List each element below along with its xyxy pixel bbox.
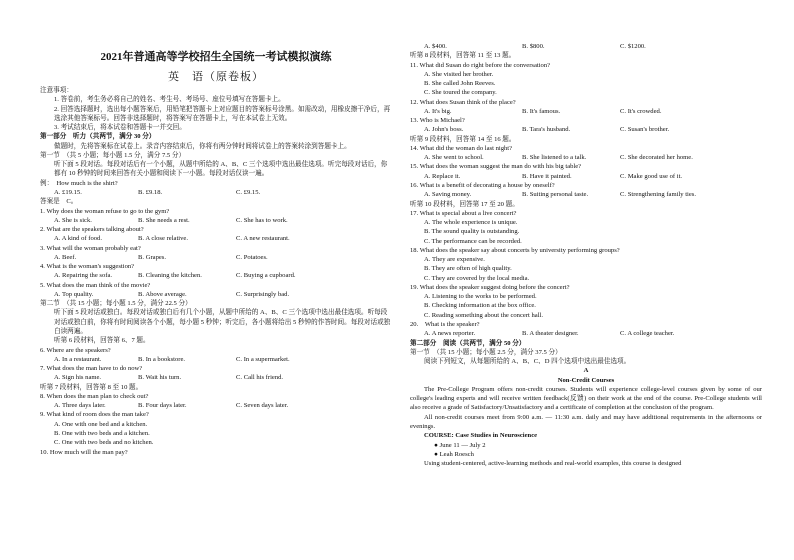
text-line: 2. What are the speakers talking about? bbox=[40, 226, 144, 234]
text-line: 11. What did Susan do right before the conversation? bbox=[410, 61, 551, 69]
text-line: A. She visited her brother. bbox=[424, 70, 494, 78]
text-line: 20. What is the speaker? bbox=[410, 320, 480, 328]
section-heading: Non-Credit Courses bbox=[557, 376, 615, 384]
text-line: 13. Who is Michael? bbox=[410, 117, 465, 125]
text-line: 第二节 （共 15 小题；每小题 1.5 分，满分 22.5 分） bbox=[40, 300, 192, 308]
text-line: 做题时，先将答案标在试卷上。录音内容结束后，你将有两分钟时间将试卷上的答案转涂到答题卡上。 bbox=[54, 142, 351, 150]
text-line: 2. 回答选择题时，选出每小题答案后，用铅笔把答题卡上对应题目的答案标号涂黑。如需改动，用橡皮擦干净后，再选涂其他答案标号。回答非选择题时，将答案写在答题卡上，写在本试卷上无效。 bbox=[54, 105, 391, 122]
option-b: B. Wait his turn. bbox=[138, 374, 182, 382]
text-line: 1. 答卷前，考生务必将自己的姓名、考生号、考场号、座位号填写在答题卡上。 bbox=[54, 96, 285, 104]
option-c: C. Strengthening family ties. bbox=[620, 191, 697, 199]
text-line: B. Checking information at the box office. bbox=[424, 302, 536, 310]
answer-options bbox=[410, 190, 762, 199]
text-line: 第一节 （共 15 小题；每小题 2.5 分，满分 37.5 分） bbox=[410, 348, 562, 356]
answer-options bbox=[410, 329, 762, 338]
text-line: ● Leah Roesch bbox=[434, 450, 474, 458]
text-line: B. She called John Reeves. bbox=[424, 80, 496, 88]
option-a: A. Sign his name. bbox=[54, 374, 102, 382]
option-a: A. A news reporter. bbox=[424, 330, 476, 338]
option-b: B. Grapes. bbox=[138, 253, 167, 261]
option-b: B. Suiting personal taste. bbox=[522, 191, 589, 199]
text-line: ● June 11 — July 2 bbox=[434, 441, 486, 449]
text-line: 听第 7 段材料，回答第 8 至 10 题。 bbox=[40, 383, 143, 391]
text-line: 18. What does the speaker say about concerts by university performing groups? bbox=[410, 246, 620, 254]
text-line: 19. What does the speaker suggest doing before the concert? bbox=[410, 283, 570, 291]
option-c: C. In a supermarket. bbox=[236, 355, 290, 363]
text-line: 1. Why does the woman refuse to go to the gym? bbox=[40, 207, 170, 215]
text-line: 14. What did the woman do last night? bbox=[410, 144, 513, 152]
text-line: C. Reading something about the concert hall. bbox=[424, 311, 544, 319]
option-a: A. £19.15. bbox=[54, 189, 82, 197]
answer-options bbox=[40, 188, 392, 197]
option-a: A. In a restaurant. bbox=[54, 355, 102, 363]
section-heading: 第一部分 听力（共两节，满分 30 分） bbox=[40, 133, 156, 141]
text-line: 听下面 5 段对话。每段对话后有一个小题，从题中所给的 A、B、C 三个选项中选出最佳选项。听完每段对话后，你都有 10 秒钟的时间来回答有关小题和阅读下一小题。每段对话仅读一遍。 bbox=[54, 161, 388, 178]
text-line: 16. What is a benefit of decorating a house by oneself? bbox=[410, 181, 555, 189]
option-a: A. It's big. bbox=[424, 107, 452, 115]
option-a: A. She is sick. bbox=[54, 216, 92, 224]
option-a: A. Three days later. bbox=[54, 402, 106, 410]
option-b: B. Cleaning the kitchen. bbox=[138, 272, 202, 280]
text-line: 17. What is special about a live concert? bbox=[410, 209, 517, 217]
option-c: C. Buying a cupboard. bbox=[236, 272, 296, 280]
answer-options bbox=[40, 373, 392, 382]
text-line: 3. 考试结束后，将本试卷和答题卡一并交回。 bbox=[54, 124, 186, 132]
option-b: B. Four days later. bbox=[138, 402, 187, 410]
answer-options bbox=[410, 153, 762, 162]
answer-options bbox=[40, 271, 392, 280]
answer-options bbox=[40, 401, 392, 410]
text-line: 听第 6 段材料，回答第 6、7 题。 bbox=[54, 337, 150, 345]
text-line: 听第 10 段材料，回答第 17 至 20 题。 bbox=[410, 200, 519, 208]
text-line: B. The sound quality is outstanding. bbox=[424, 228, 520, 236]
option-b: B. A theater designer. bbox=[522, 330, 579, 338]
text-line: 听第 9 段材料，回答第 14 至 16 题。 bbox=[410, 135, 516, 143]
option-c: C. It's crowded. bbox=[620, 107, 662, 115]
text-line: C. The performance can be recorded. bbox=[424, 237, 522, 245]
option-a: A. $400. bbox=[424, 43, 447, 50]
text-line: 12. What does Susan think of the place? bbox=[410, 98, 516, 106]
option-a: A. Replace it. bbox=[424, 172, 461, 180]
passage-paragraph: The Pre-College Program offers non-credit courses. Students will experience college-level courses given by some of our college's leading experts and will receive written feedback(反馈) on their work at the end of the course. Pre-College students will also receive a grade of Satisfactory/Unsatisfactory and a certificate of completion at the conclusion of the program. bbox=[410, 385, 762, 412]
answer-options bbox=[410, 172, 762, 181]
text-line: 答案是 C。 bbox=[40, 198, 78, 206]
text-line: 10. How much will the man pay? bbox=[40, 448, 128, 456]
answer-options bbox=[40, 355, 392, 364]
option-c: C. $1200. bbox=[620, 43, 646, 50]
section-heading: 第二部分 阅读（共两节，满分 50 分） bbox=[410, 339, 526, 347]
answer-options bbox=[410, 42, 762, 51]
option-b: B. $800. bbox=[522, 43, 545, 50]
option-b: B. She needs a rest. bbox=[138, 216, 190, 224]
option-c: C. Seven days later. bbox=[236, 402, 289, 410]
text-line: C. One with two beds and no kitchen. bbox=[54, 439, 154, 447]
text-line: 15. What does the woman suggest the man do with his big table? bbox=[410, 163, 582, 171]
text-line: A. The whole experience is unique. bbox=[424, 219, 518, 227]
option-a: A. Top quality. bbox=[54, 290, 94, 298]
option-a: A. She went to school. bbox=[424, 154, 484, 162]
option-b: B. It's famous. bbox=[522, 107, 561, 115]
option-b: B. In a bookstore. bbox=[138, 355, 186, 363]
text-line: 3. What will the woman probably eat? bbox=[40, 244, 141, 252]
text-line: 8. When does the man plan to check out? bbox=[40, 392, 149, 400]
answer-options bbox=[40, 234, 392, 243]
option-c: C. £9.15. bbox=[236, 189, 261, 197]
text-line: 5. What does the man think of the movie? bbox=[40, 281, 151, 289]
answer-options bbox=[40, 253, 392, 262]
text-line: A. One with one bed and a kitchen. bbox=[54, 420, 148, 428]
option-b: B. She listened to a talk. bbox=[522, 154, 587, 162]
right-column bbox=[410, 42, 762, 468]
section-heading: COURSE: Case Studies in Neuroscience bbox=[424, 432, 538, 440]
option-c: C. She has to work. bbox=[236, 216, 288, 224]
text-line: 阅读下列短文，从每题所给的 A、B、C、D 四个选项中选出最佳选项。 bbox=[424, 358, 631, 366]
text-line: 注意事项： bbox=[40, 87, 73, 94]
text-line: C. She toured the company. bbox=[424, 89, 497, 97]
option-c: C. Make good use of it. bbox=[620, 172, 683, 180]
text-line: B. One with two beds and a kitchen. bbox=[54, 429, 150, 437]
answer-options bbox=[40, 290, 392, 299]
option-b: B. Have it painted. bbox=[522, 172, 572, 180]
option-c: C. Surprisingly bad. bbox=[236, 290, 290, 298]
option-b: B. A close relative. bbox=[138, 235, 188, 243]
option-c: C. She decorated her home. bbox=[620, 154, 693, 162]
exam-title: 2021年普通高等学校招生全国统一考试模拟演练 bbox=[100, 51, 332, 63]
text-line: 9. What kind of room does the man take? bbox=[40, 411, 149, 419]
section-heading: A bbox=[583, 367, 589, 375]
option-c: C. Susan's brother. bbox=[620, 126, 670, 134]
text-line: 6. Where are the speakers? bbox=[40, 346, 111, 354]
left-column bbox=[40, 86, 392, 457]
passage-paragraph: All non-credit courses meet from 9:00 a.m. — 11:30 a.m. daily and may have additional requirements in the afternoons or evenings. bbox=[410, 413, 762, 430]
text-line: 听下面 5 段对话或独白。每段对话或独白后有几个小题，从题中所给的 A、B、C 三个选项中选出最佳选项。听每段对话或独白前，你将有时间阅读各个小题，每小题 5 秒钟；听完后，各小题将给出 5 秒钟的作答时间。每段对话或独白读两遍。 bbox=[54, 309, 391, 336]
answer-options bbox=[410, 107, 762, 116]
text-line: 7. What does the man have to do now? bbox=[40, 365, 143, 373]
option-c: C. A new restaurant. bbox=[236, 235, 290, 243]
exam-subtitle: 英 语（原卷板） bbox=[168, 71, 264, 83]
text-line: B. They are often of high quality. bbox=[424, 265, 512, 273]
text-line: A. They are expensive. bbox=[424, 256, 485, 264]
option-c: C. Call his friend. bbox=[236, 374, 284, 382]
option-a: A. John's boss. bbox=[424, 126, 464, 134]
option-a: A. Repairing the sofa. bbox=[54, 272, 113, 280]
answer-options bbox=[40, 216, 392, 225]
answer-options bbox=[410, 125, 762, 134]
option-a: A. Saving money. bbox=[424, 191, 472, 199]
text-line: 第一节 （共 5 小题；每小题 1.5 分，满分 7.5 分） bbox=[40, 151, 186, 159]
option-b: B. Tara's husband. bbox=[522, 126, 571, 134]
option-c: C. Potatoes. bbox=[236, 253, 268, 261]
option-c: C. A college teacher. bbox=[620, 330, 675, 338]
text-line: A. Listening to the works to be performed. bbox=[424, 293, 537, 301]
option-b: B. £9.18. bbox=[138, 189, 163, 197]
option-a: A. Beef. bbox=[54, 253, 77, 261]
option-b: B. Above average. bbox=[138, 290, 187, 298]
option-a: A. A kind of food. bbox=[54, 235, 102, 243]
text-line: 例： How much is the shirt? bbox=[40, 179, 118, 187]
text-line: Using student-centered, active-learning methods and real-world examples, this course is designed bbox=[424, 460, 682, 468]
text-line: 听第 8 段材料，回答第 11 至 13 题。 bbox=[410, 52, 516, 60]
text-line: C. They are covered by the local media. bbox=[424, 274, 530, 282]
text-line: 4. What is the woman's suggestion? bbox=[40, 263, 135, 271]
